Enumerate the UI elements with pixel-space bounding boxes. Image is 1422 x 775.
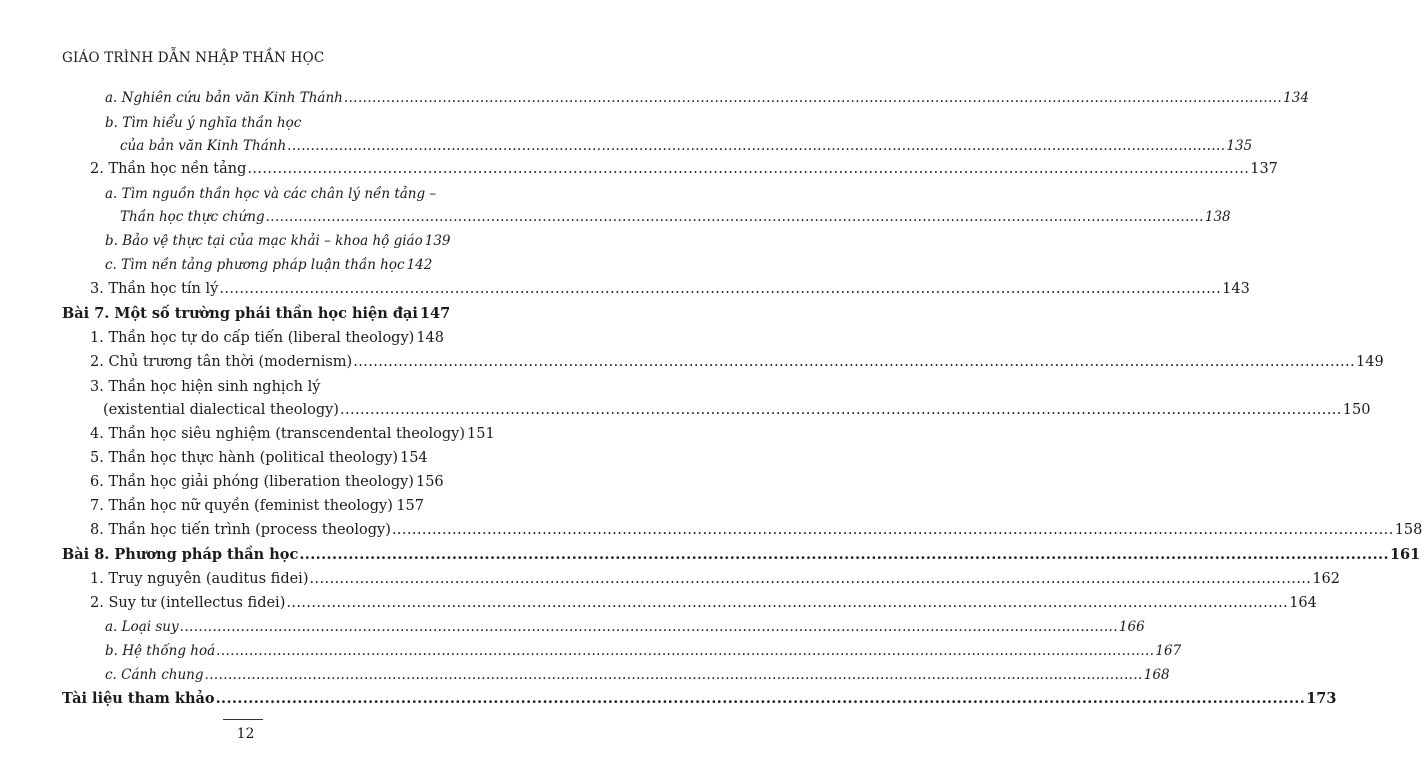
toc-entry — [105, 89, 1309, 107]
toc-entry-title: Tài liệu tham khảo — [62, 690, 215, 707]
toc-entry — [105, 642, 1182, 660]
toc-entry-title: c. Cánh chung — [105, 667, 204, 683]
toc-chapter-entry — [62, 690, 1337, 708]
toc-entry-page: 147 — [419, 305, 451, 322]
toc-entry-page: 150 — [1342, 402, 1371, 418]
toc-entry-title: a. Loại suy — [105, 619, 179, 635]
toc-entry-page: 168 — [1143, 667, 1170, 683]
toc-entry-title: 3. Thần học hiện sinh nghịch lý — [90, 379, 321, 395]
footer-rule — [223, 719, 263, 720]
toc-entry-title: 2. Thần học nền tảng — [90, 161, 247, 177]
dot-leader — [299, 546, 1389, 564]
toc-entry-title: c. Tìm nền tảng phương pháp luận thần học — [105, 257, 405, 273]
toc-entry-title: 2. Suy tư (intellectus fidei) — [90, 595, 286, 611]
dot-leader — [247, 160, 1249, 178]
toc-entry — [103, 401, 1371, 419]
toc-entry — [105, 185, 436, 203]
dot-leader — [216, 642, 1154, 660]
toc-entry-title: Thần học thực chứng — [120, 209, 265, 225]
toc-entry — [105, 256, 433, 274]
dot-leader — [180, 618, 1118, 636]
dot-leader — [392, 521, 1394, 539]
dot-leader — [287, 137, 1225, 155]
toc-entry — [90, 473, 444, 491]
toc-entry-page: 157 — [396, 498, 424, 514]
toc-entry-title: 2. Chủ trương tân thời (modernism) — [90, 354, 353, 370]
toc-entry — [120, 208, 1231, 226]
toc-entry-title: 1. Thần học tự do cấp tiến (liberal theology) — [90, 330, 415, 346]
dot-leader — [286, 594, 1288, 612]
toc-entry — [90, 280, 1250, 298]
dot-leader — [205, 666, 1143, 684]
toc-entry — [90, 594, 1317, 612]
toc-entry — [90, 329, 444, 347]
toc-entry-page: 138 — [1204, 209, 1231, 225]
toc-entry-page: 164 — [1289, 595, 1317, 611]
toc-entry-title: của bản văn Kinh Thánh — [120, 138, 287, 154]
toc-entry-page: 154 — [399, 450, 428, 466]
toc-entry-title: Bài 7. Một số trường phái thần học hiện đại — [62, 305, 418, 322]
toc-entry-page: 162 — [1312, 571, 1340, 587]
toc-entry-title: a. Tìm nguồn thần học và các chân lý nền tảng – — [105, 186, 437, 202]
dot-leader — [344, 89, 1282, 107]
dot-leader — [219, 280, 1221, 298]
dot-leader — [309, 570, 1311, 588]
toc-entry-title: 3. Thần học tín lý — [90, 281, 219, 297]
dot-leader — [266, 208, 1204, 226]
toc-entry-title: Bài 8. Phương pháp thần học — [62, 546, 299, 563]
toc-entry-title: 4. Thần học siêu nghiệm (transcendental theology) — [90, 426, 466, 442]
toc-entry-title: 7. Thần học nữ quyền (feminist theology) — [90, 498, 393, 514]
toc-entry-title: 6. Thần học giải phóng (liberation theology) — [90, 474, 414, 490]
toc-entry — [90, 160, 1278, 178]
toc-entry — [90, 353, 1384, 371]
toc-entry-page: 135 — [1226, 138, 1253, 154]
toc-entry — [90, 449, 428, 467]
toc-chapter-entry — [62, 546, 1421, 564]
running-header: GIÁO TRÌNH DẪN NHẬP THẦN HỌC — [62, 50, 325, 66]
dot-leader — [353, 353, 1355, 371]
dot-leader — [394, 497, 395, 515]
toc-entry-title: b. Hệ thống hoá — [105, 643, 216, 659]
toc-entry-page: 142 — [406, 257, 433, 273]
toc-entry-title: 8. Thần học tiến trình (process theology) — [90, 522, 391, 538]
toc-entry-page: 139 — [424, 233, 451, 249]
toc-entry-page: 158 — [1394, 522, 1422, 538]
toc-entry — [90, 378, 320, 396]
toc-entry — [105, 666, 1170, 684]
toc-entry-page: 156 — [415, 474, 444, 490]
dot-leader — [340, 401, 1342, 419]
toc-chapter-entry — [62, 305, 451, 323]
toc-entry — [90, 521, 1422, 539]
toc-entry — [120, 137, 1253, 155]
toc-entry-page: 149 — [1356, 354, 1384, 370]
toc-entry-page: 137 — [1250, 161, 1278, 177]
toc-entry-page: 161 — [1389, 546, 1421, 563]
toc-entry-page: 151 — [467, 426, 495, 442]
toc-entry-page: 167 — [1155, 643, 1182, 659]
toc-entry-title: b. Tìm hiểu ý nghĩa thần học — [105, 115, 302, 131]
toc-entry-title: (existential dialectical theology) — [103, 402, 339, 418]
dot-leader — [216, 690, 1306, 708]
toc-entry — [105, 618, 1145, 636]
toc-entry-title: b. Bảo vệ thực tại của mạc khải – khoa hộ giáo — [105, 233, 423, 249]
toc-entry — [90, 570, 1340, 588]
toc-entry-page: 173 — [1306, 690, 1337, 707]
toc-entry-title: 1. Truy nguyên (auditus fidei) — [90, 571, 309, 587]
page-number: 12 — [236, 726, 255, 742]
toc-entry-title: a. Nghiên cứu bản văn Kinh Thánh — [105, 90, 343, 106]
toc-entry — [90, 497, 424, 515]
toc-entry — [105, 232, 451, 250]
toc-entry-title: 5. Thần học thực hành (political theology) — [90, 450, 398, 466]
toc-entry-page: 143 — [1222, 281, 1250, 297]
toc-entry-page: 134 — [1283, 90, 1309, 106]
toc-entry-page: 166 — [1118, 619, 1145, 635]
toc-entry-page: 148 — [416, 330, 444, 346]
toc-entry — [90, 425, 495, 443]
toc-entry — [105, 114, 301, 132]
